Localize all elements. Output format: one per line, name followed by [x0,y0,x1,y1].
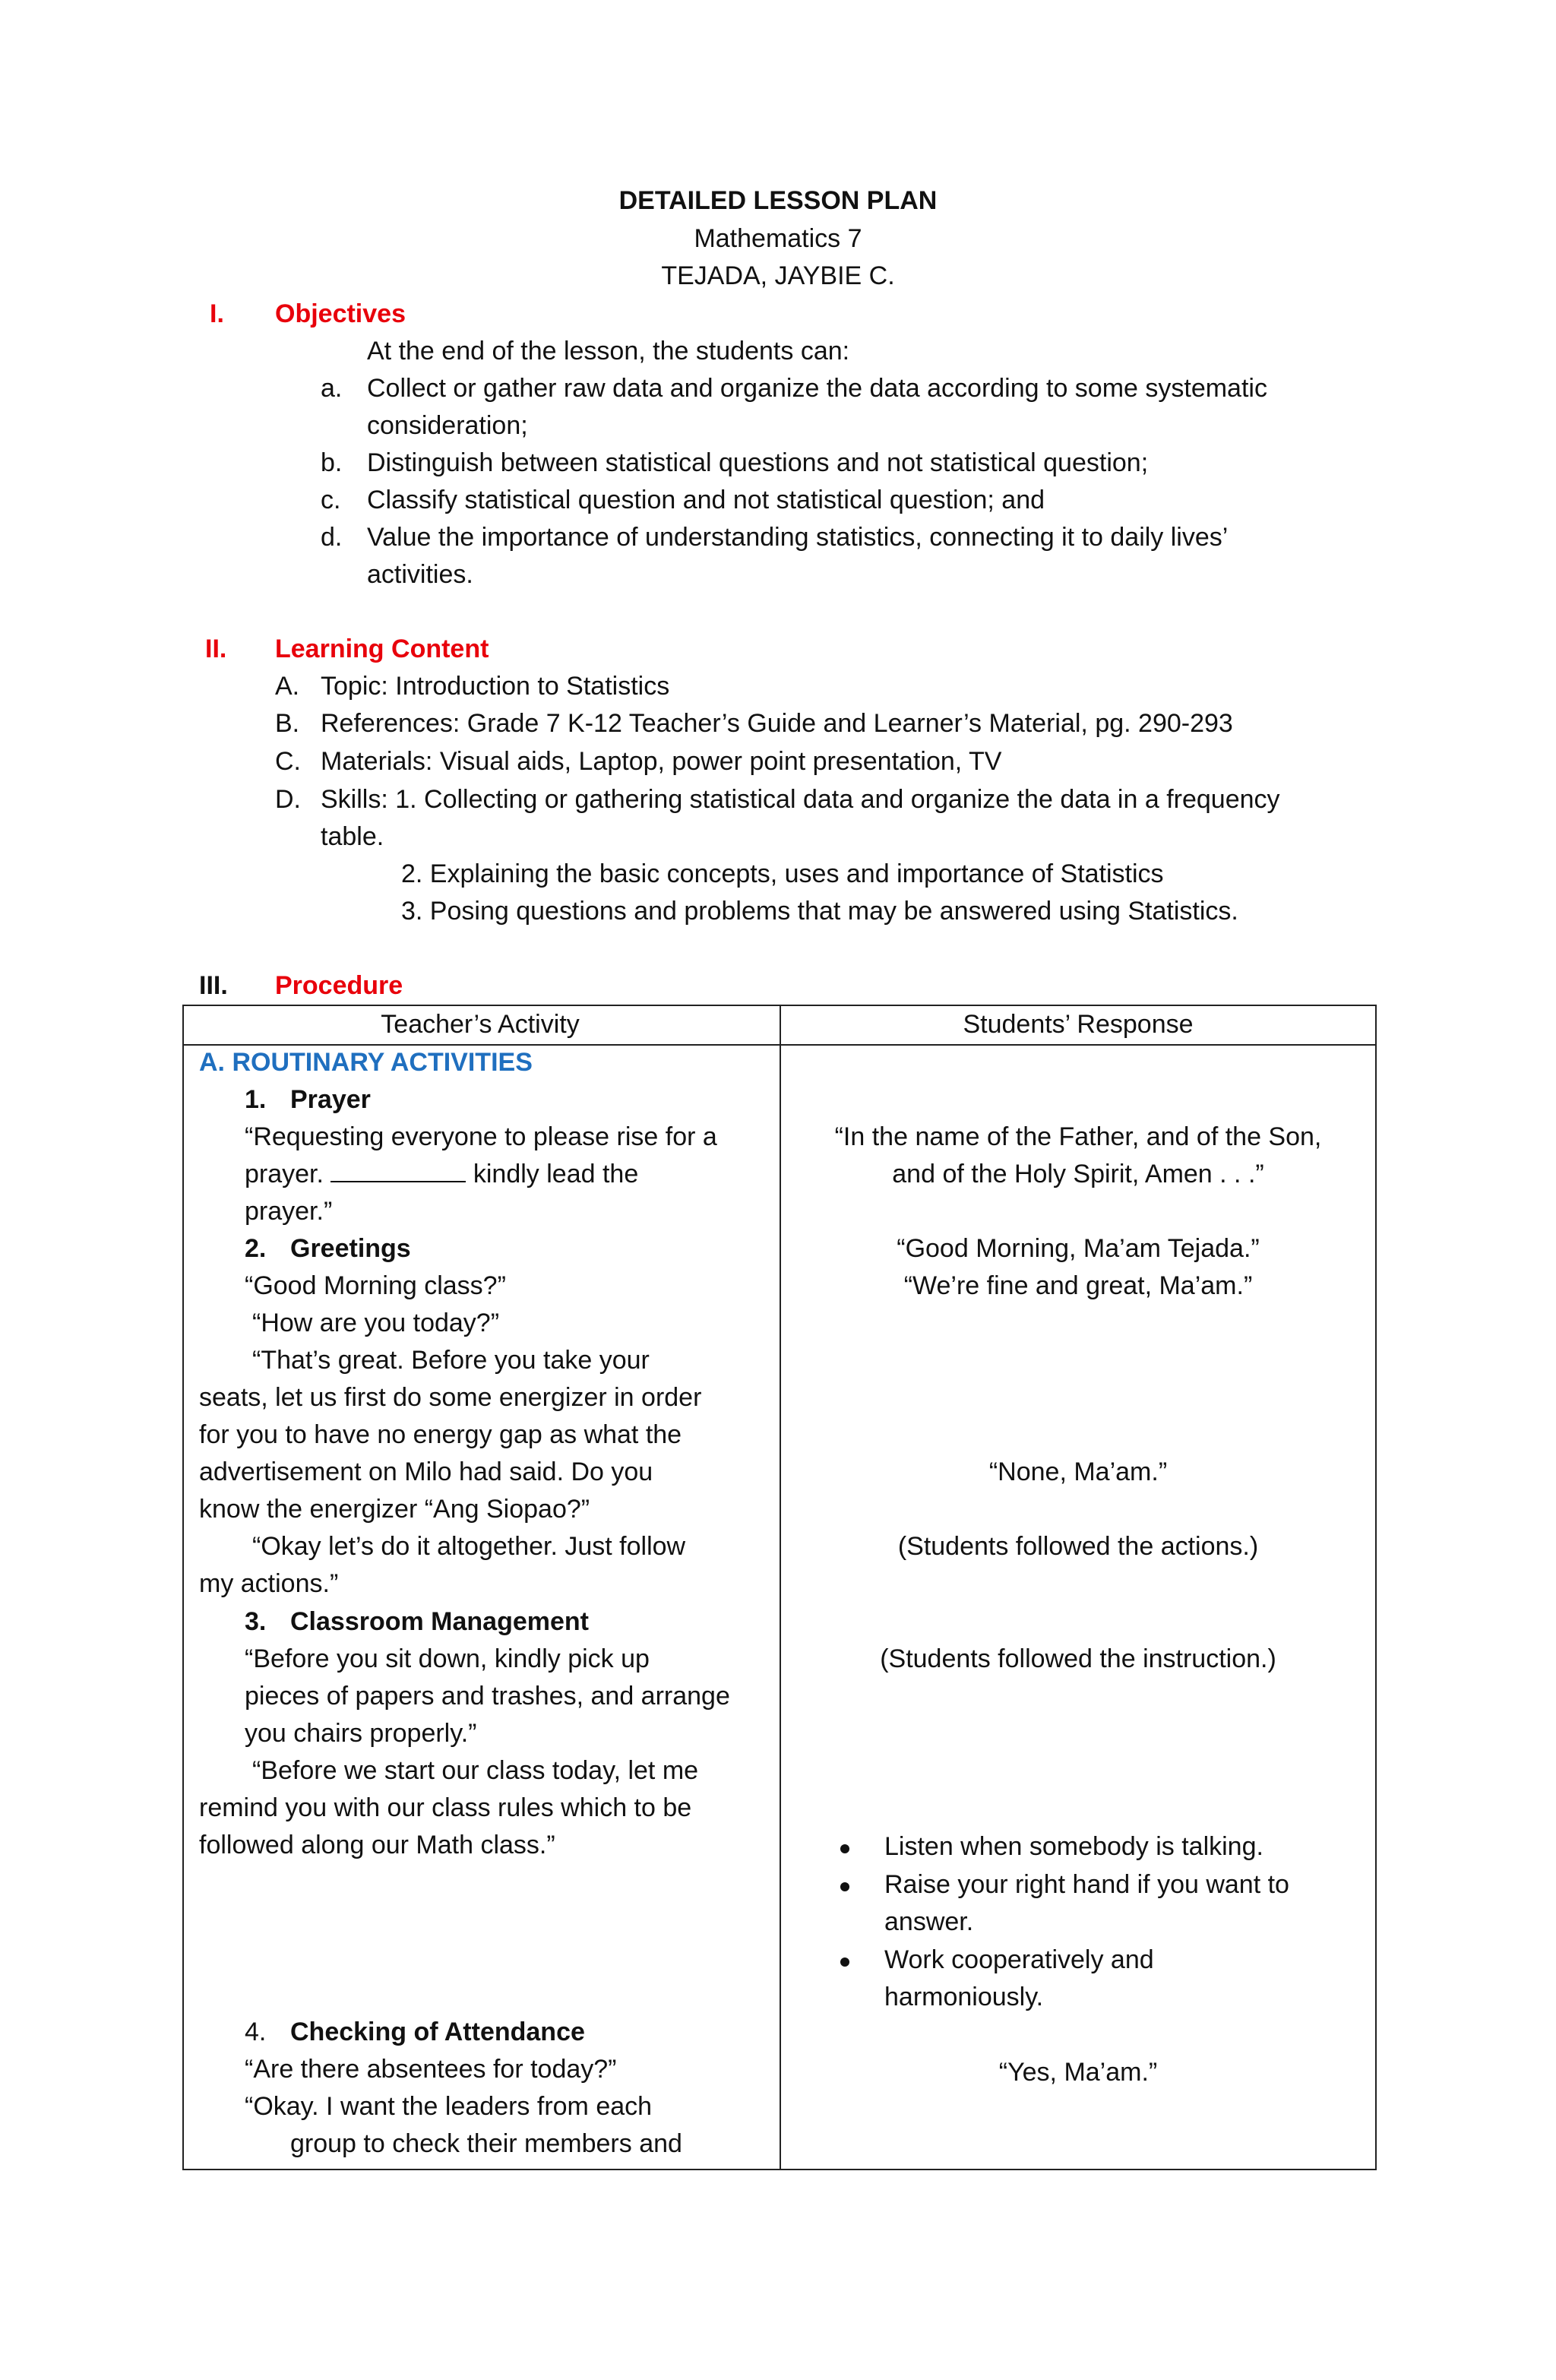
student-response: “Yes, Ma’am.” [998,2058,1158,2087]
column-header-teacher: Teacher’s Activity [381,1010,580,1039]
student-response: (Students followed the actions.) [897,1532,1259,1561]
skill-item: 3. Posing questions and problems that may be answered using Statistics. [401,897,1238,926]
objective-letter: a. [321,374,343,403]
student-response: “In the name of the Father, and of the Son, [834,1122,1322,1151]
activity-title-greetings: Greetings [290,1234,411,1263]
teacher-text: “Requesting everyone to please rise for a [245,1122,717,1151]
objective-text: Distinguish between statistical questions and not statistical question; [367,448,1149,477]
teacher-text-part: prayer. [245,1160,324,1188]
section-heading-procedure: Procedure [275,971,403,1000]
document-title: DETAILED LESSON PLAN [618,186,938,215]
teacher-text-part: kindly lead the [473,1160,639,1188]
objective-letter: d. [321,523,343,552]
objective-letter: c. [321,486,341,514]
student-response: “None, Ma’am.” [988,1457,1168,1486]
teacher-text: seats, let us first do some energizer in order [199,1383,702,1412]
section-heading-content: Learning Content [275,635,489,663]
teacher-text [245,1156,638,1193]
class-rule: answer. [884,1907,974,1936]
objective-letter: b. [321,448,343,477]
activity-number: 4. [245,2018,267,2046]
content-letter: A. [275,672,300,701]
content-letter: D. [275,785,301,814]
bullet-icon [840,1882,849,1891]
teacher-text: “Before you sit down, kindly pick up [245,1644,650,1673]
content-text: Skills: 1. Collecting or gathering statistical data and organize the data in a frequency [321,785,1280,814]
objective-text: Collect or gather raw data and organize the data according to some systematic [367,374,1267,403]
teacher-text: for you to have no energy gap as what the [199,1420,682,1449]
content-text: References: Grade 7 K-12 Teacher’s Guide and Learner’s Material, pg. 290-293 [321,709,1233,738]
bullet-icon [840,1957,849,1967]
student-response: “We’re fine and great, Ma’am.” [903,1271,1253,1300]
class-rule: Raise your right hand if you want to [884,1870,1289,1899]
teacher-text: “How are you today?” [252,1309,500,1337]
activity-number: 3. [245,1607,267,1636]
teacher-text: know the energizer “Ang Siopao?” [199,1495,590,1524]
author-line: TEJADA, JAYBIE C. [661,261,895,290]
teacher-text: prayer.” [245,1197,333,1226]
section-number-objectives: I. [210,299,224,328]
teacher-text: advertisement on Milo had said. Do you [199,1457,653,1486]
activity-title-attendance: Checking of Attendance [290,2018,585,2046]
teacher-text: “Okay let’s do it altogether. Just follow [252,1532,686,1561]
objective-text: Classify statistical question and not statistical question; and [367,486,1045,514]
class-rule: Listen when somebody is talking. [884,1832,1263,1861]
objectives-intro: At the end of the lesson, the students can: [367,337,850,366]
section-number-procedure: III. [199,971,228,1000]
section-heading-objectives: Objectives [275,299,406,328]
teacher-text: pieces of papers and trashes, and arrange [245,1682,730,1711]
activity-number: 1. [245,1085,267,1114]
class-rule: Work cooperatively and [884,1945,1154,1974]
teacher-text: “Before we start our class today, let me [252,1756,699,1785]
activity-title-classroom-management: Classroom Management [290,1607,589,1636]
teacher-text: my actions.” [199,1569,339,1598]
teacher-text: you chairs properly.” [245,1719,477,1748]
student-response: “Good Morning, Ma’am Tejada.” [897,1234,1260,1263]
section-number-content: II. [205,635,227,663]
teacher-text: “That’s great. Before you take your [252,1346,650,1375]
content-text: Topic: Introduction to Statistics [321,672,670,701]
subject-line: Mathematics 7 [694,224,862,253]
objective-text: consideration; [367,411,528,440]
objective-text: Value the importance of understanding statistics, connecting it to daily lives’ [367,523,1229,552]
bullet-icon [840,1844,849,1853]
class-rule: harmoniously. [884,1983,1044,2011]
content-letter: B. [275,709,300,738]
content-text: Materials: Visual aids, Laptop, power point presentation, TV [321,747,1002,776]
content-text: table. [321,822,384,851]
content-letter: C. [275,747,301,776]
teacher-text: group to check their members and [290,2129,682,2158]
name-blank [330,1158,466,1182]
teacher-text: “Okay. I want the leaders from each [245,2092,653,2121]
teacher-text: “Are there absentees for today?” [245,2055,617,2084]
teacher-text: followed along our Math class.” [199,1831,555,1859]
objective-text: activities. [367,560,473,589]
routinary-activities-heading: A. ROUTINARY ACTIVITIES [199,1048,533,1077]
student-response: (Students followed the instruction.) [880,1644,1276,1673]
skill-item: 2. Explaining the basic concepts, uses and importance of Statistics [401,859,1164,888]
teacher-text: remind you with our class rules which to be [199,1793,692,1822]
activity-title-prayer: Prayer [290,1085,371,1114]
column-header-students: Students’ Response [963,1010,1194,1039]
activity-number: 2. [245,1234,267,1263]
teacher-text: “Good Morning class?” [245,1271,506,1300]
student-response: and of the Holy Spirit, Amen . . .” [892,1160,1264,1188]
